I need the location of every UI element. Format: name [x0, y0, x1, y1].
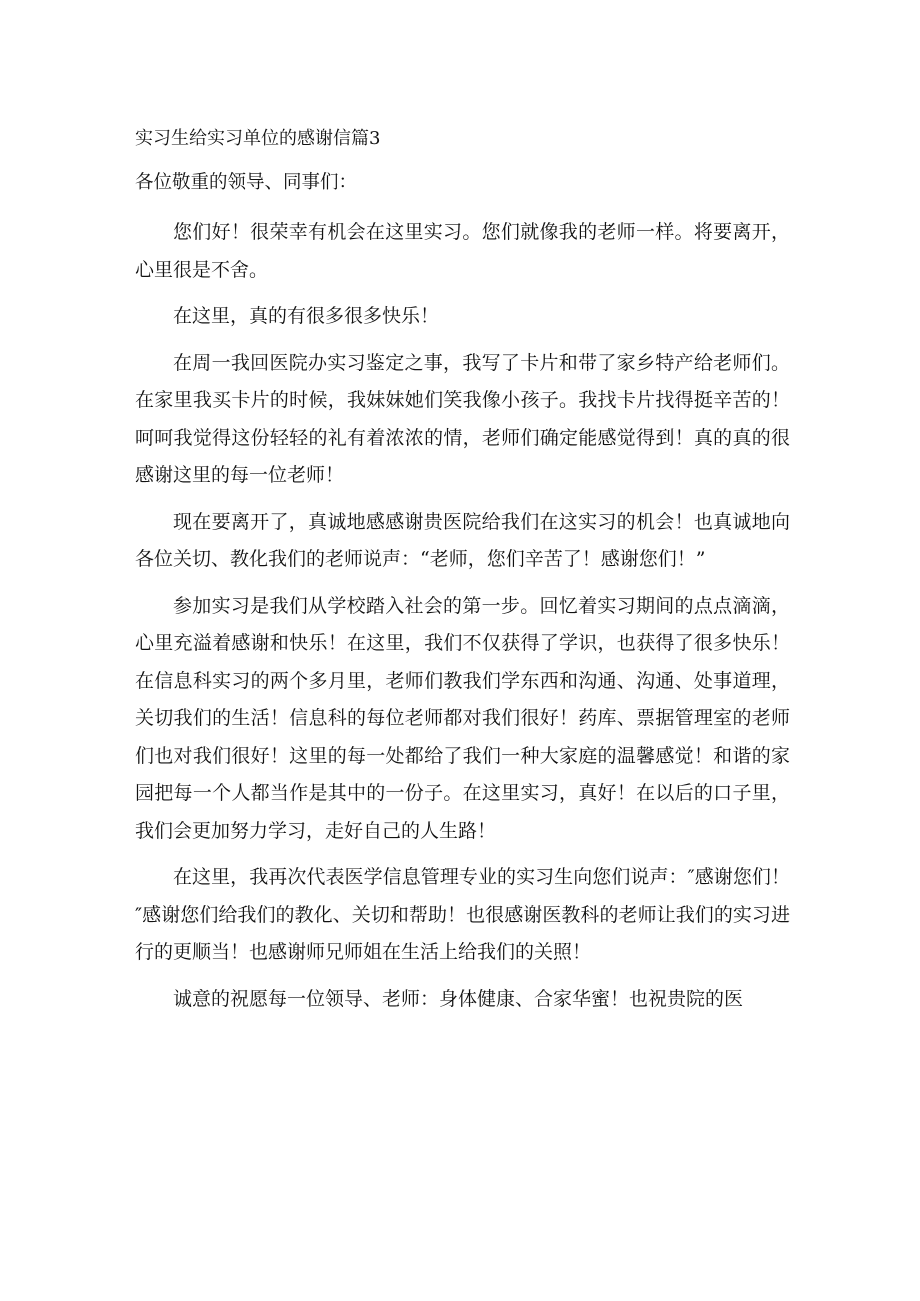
- paragraph-wishes: 诚意的祝愿每一位领导、老师：身体健康、合家华蜜！也祝贵院的医: [173, 987, 744, 1010]
- document-title: 实习生给实习单位的感谢信篇3: [135, 128, 381, 149]
- paragraph-happiness: 在这里，真的有很多很多快乐！: [173, 305, 440, 327]
- letter-body: [135, 214, 790, 1027]
- salutation: 各位敬重的领导、同事们：: [135, 172, 358, 193]
- paragraph-representative-thanks: 在这里，我再次代表医学信息管理专业的实习生向您们说声：″感谢您们！″感谢您们给我们的教化、关切和帮助！也很感谢医教科的老师让我们的实习进行的更顺当！也感谢师兄师姐在生活上给我们的关照！: [135, 866, 790, 963]
- paragraph-greeting: 您们好！很荣幸有机会在这里实习。您们就像我的老师一样。将要离开，心里很是不舍。: [135, 221, 790, 281]
- paragraph-thanks-hospital: 现在要离开了，真诚地感感谢贵医院给我们在这实习的机会！也真诚地向各位关切、教化我们的老师说声：“老师，您们辛苦了！感谢您们！”: [135, 510, 790, 570]
- paragraph-internship-experience: 参加实习是我们从学校踏入社会的第一步。回忆着实习期间的点点滴滴，心里充溢着感谢和快乐！在这里，我们不仅获得了学识，也获得了很多快乐！在信息科实习的两个多月里，老师们教我们学东西和沟通、沟通、处事道理，关切我们的生活！信息科的每位老师都对我们很好！药库、票据管理室的老师们也对我们很好！这里的每一处都给了我们一种大家庭的温馨感觉！和谐的家园把每一个人都当作是其中的一份子。在这里实习，真好！在以后的口子里，我们会更加努力学习，走好自己的人生路！: [135, 594, 790, 842]
- paragraph-cards: 在周一我回医院办实习鉴定之事，我写了卡片和带了家乡特产给老师们。在家里我买卡片的时候，我妹妹她们笑我像小孩子。我找卡片找得挺辛苦的！呵呵我觉得这份轻轻的礼有着浓浓的情，老师们确定能感觉得到！真的真的很感谢这里的每一位老师！: [135, 351, 790, 486]
